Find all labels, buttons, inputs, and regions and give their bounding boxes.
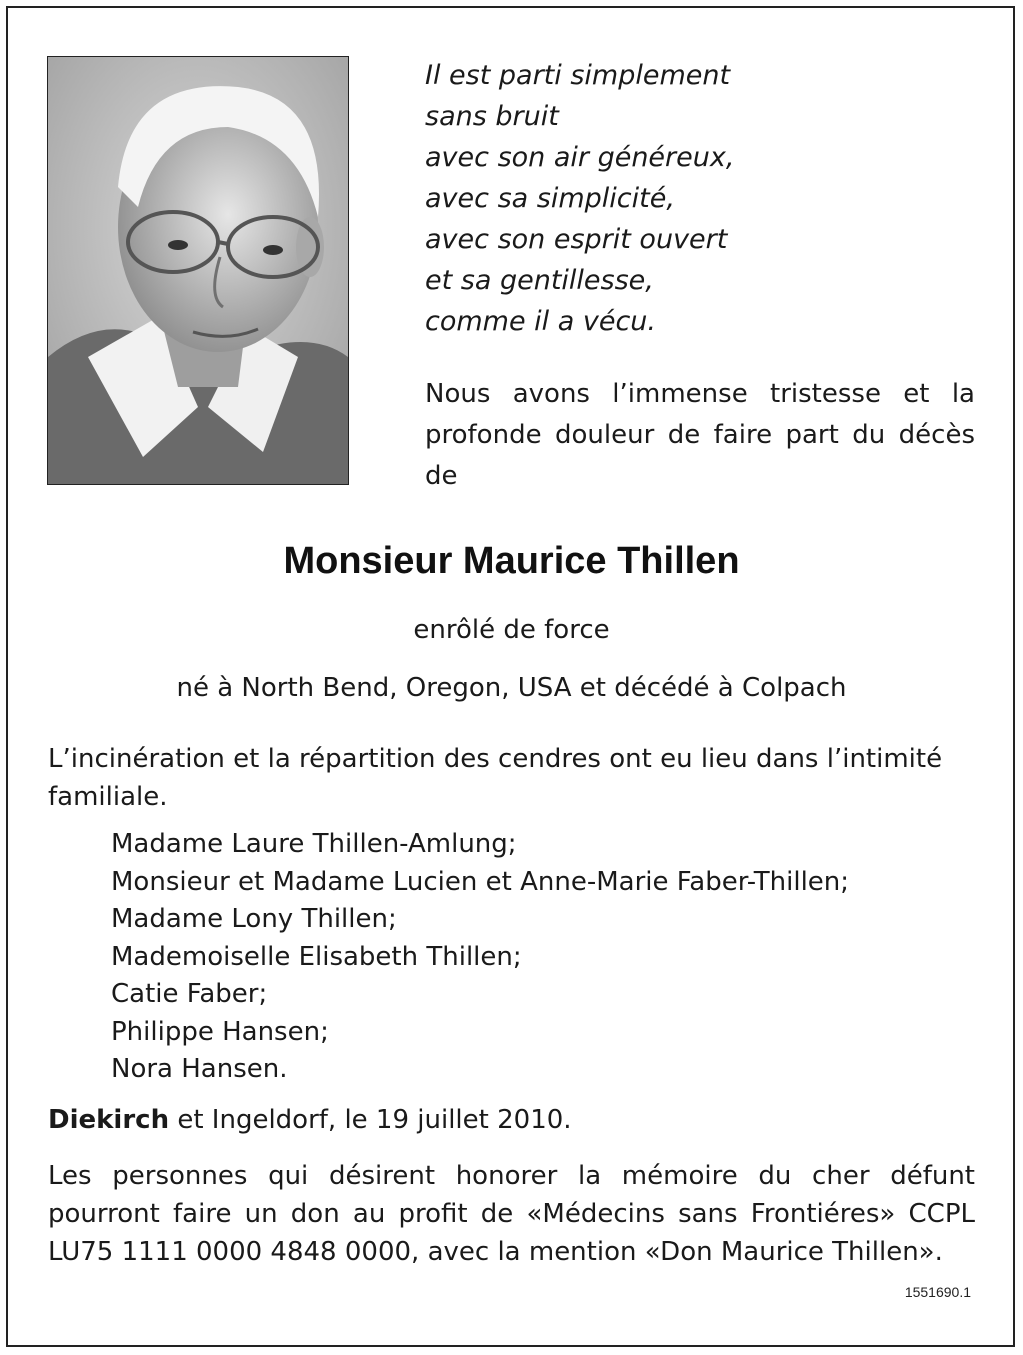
deceased-subtitle: enrôlé de force — [413, 615, 610, 645]
poem-line: avec son esprit ouvert — [425, 224, 728, 255]
family-member: Madame Laure Thillen-Amlung; — [111, 829, 517, 859]
place-date-rest: et Ingeldorf, le 19 juillet 2010. — [169, 1105, 572, 1135]
poem-line: comme il a vécu. — [425, 306, 657, 337]
poem — [425, 55, 734, 342]
portrait-icon — [48, 57, 348, 484]
family-member: Madame Lony Thillen; — [111, 904, 397, 934]
family-member: Catie Faber; — [111, 979, 268, 1009]
family-member: Monsieur et Madame Lucien et Anne-Marie Faber-Thillen; — [111, 866, 850, 897]
family-member: Philippe Hansen; — [111, 1016, 329, 1047]
place-bold: Diekirch — [48, 1105, 170, 1135]
poem-line: avec sa simplicité, — [425, 183, 675, 214]
poem-line: et sa gentillesse, — [425, 265, 654, 296]
poem-line: sans bruit — [425, 101, 559, 132]
announcement-text: Nous avons l’immense tristesse et la profonde douleur de faire part du décès de — [425, 379, 975, 491]
cremation-text: L’incinération et la répartition des cendres ont eu lieu dans l’intimité familiale. — [48, 744, 943, 812]
family-list — [111, 826, 849, 1089]
birth-death-text: né à North Bend, Oregon, USA et décédé à Colpach — [176, 673, 847, 703]
deceased-name: Monsieur Maurice Thillen — [283, 540, 740, 582]
family-member: Mademoiselle Elisabeth Thillen; — [111, 941, 522, 972]
place-date — [48, 1105, 572, 1135]
poem-line: Il est parti simplement — [425, 60, 731, 91]
family-member: Nora Hansen. — [111, 1054, 288, 1084]
poem-line: avec son air généreux, — [425, 142, 735, 173]
portrait-photo — [47, 56, 349, 485]
memory-text: Les personnes qui désirent honorer la mémoire du cher défunt pourront faire un don au profit de «Médecins sans Frontiéres» CCPL LU75 1111 0000 4848 0000, avec la mention «Don Maurice Thillen». — [48, 1161, 975, 1267]
reference-number: 1551690.1 — [904, 1284, 971, 1300]
